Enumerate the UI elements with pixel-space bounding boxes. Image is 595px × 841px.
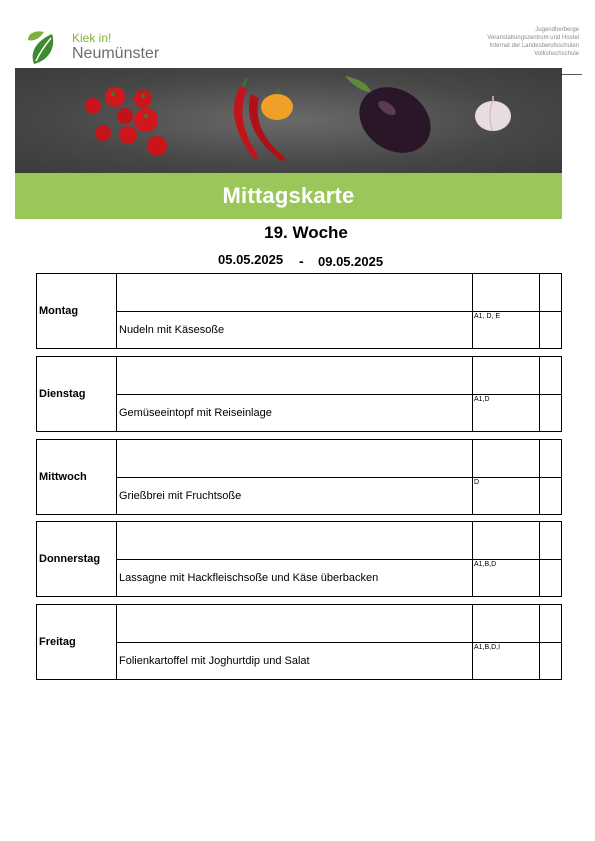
column-divider	[472, 605, 473, 679]
allergen-codes: D	[474, 479, 480, 486]
day-block-mittwoch	[36, 439, 562, 515]
column-divider	[472, 357, 473, 431]
org-line: Jugendherberge	[535, 27, 579, 33]
allergen-codes: A1, D, E	[474, 313, 501, 320]
title-bar	[15, 173, 562, 219]
allergen-codes: A1,D	[474, 396, 490, 403]
tomatoes-icon	[85, 87, 167, 156]
dish-text: Folienkartoffel mit Joghurtdip und Salat	[119, 655, 310, 667]
day-block-donnerstag	[36, 521, 562, 597]
garlic-icon	[475, 96, 511, 131]
date-separator: -	[299, 253, 304, 269]
allergen-codes: A1,B,D,I	[474, 644, 501, 651]
eggplant-icon	[345, 74, 443, 167]
day-name: Donnerstag	[37, 522, 117, 596]
dish-text: Nudeln mit Käsesoße	[119, 324, 225, 336]
day-block-freitag	[36, 604, 562, 680]
org-line: Volkshochschule	[534, 51, 579, 57]
row-divider	[117, 559, 561, 560]
header-divider	[562, 74, 582, 75]
dish-text: Grießbrei mit Fruchtsoße	[119, 490, 242, 502]
day-name: Mittwoch	[37, 440, 117, 514]
day-name: Freitag	[37, 605, 117, 679]
dish-text: Lassagne mit Hackfleischsoße und Käse überbacken	[119, 572, 379, 584]
column-divider	[472, 440, 473, 514]
page-title: Mittagskarte	[222, 183, 355, 208]
logo-text-line1: Kiek in!	[72, 31, 112, 45]
column-divider	[539, 440, 540, 514]
row-divider	[117, 477, 561, 478]
column-divider	[539, 605, 540, 679]
dish-text: Gemüseeintopf mit Reiseinlage	[119, 407, 272, 419]
row-divider	[117, 394, 561, 395]
logo	[24, 28, 174, 68]
date-to: 09.05.2025	[318, 254, 384, 269]
day-name: Montag	[37, 274, 117, 348]
date-from: 05.05.2025	[218, 252, 284, 267]
row-divider	[117, 642, 561, 643]
column-divider	[472, 522, 473, 596]
column-divider	[539, 274, 540, 348]
org-line: Veranstaltungszentrum und Hostel	[487, 35, 579, 41]
day-block-montag	[36, 273, 562, 349]
column-divider	[539, 357, 540, 431]
logo-text-line2: Neumünster	[72, 45, 160, 62]
chili-pepper-icon	[234, 78, 293, 161]
organization-info	[487, 26, 579, 58]
org-line: Internat der Landesberufsschulen	[489, 43, 579, 49]
column-divider	[539, 522, 540, 596]
row-divider	[117, 311, 561, 312]
day-name: Dienstag	[37, 357, 117, 431]
day-block-dienstag	[36, 356, 562, 432]
column-divider	[472, 274, 473, 348]
leaf-logo-icon	[24, 28, 64, 68]
allergen-codes: A1,B,D	[474, 561, 497, 568]
week-label: 19. Woche	[264, 223, 348, 242]
vegetable-banner-image	[15, 68, 562, 173]
